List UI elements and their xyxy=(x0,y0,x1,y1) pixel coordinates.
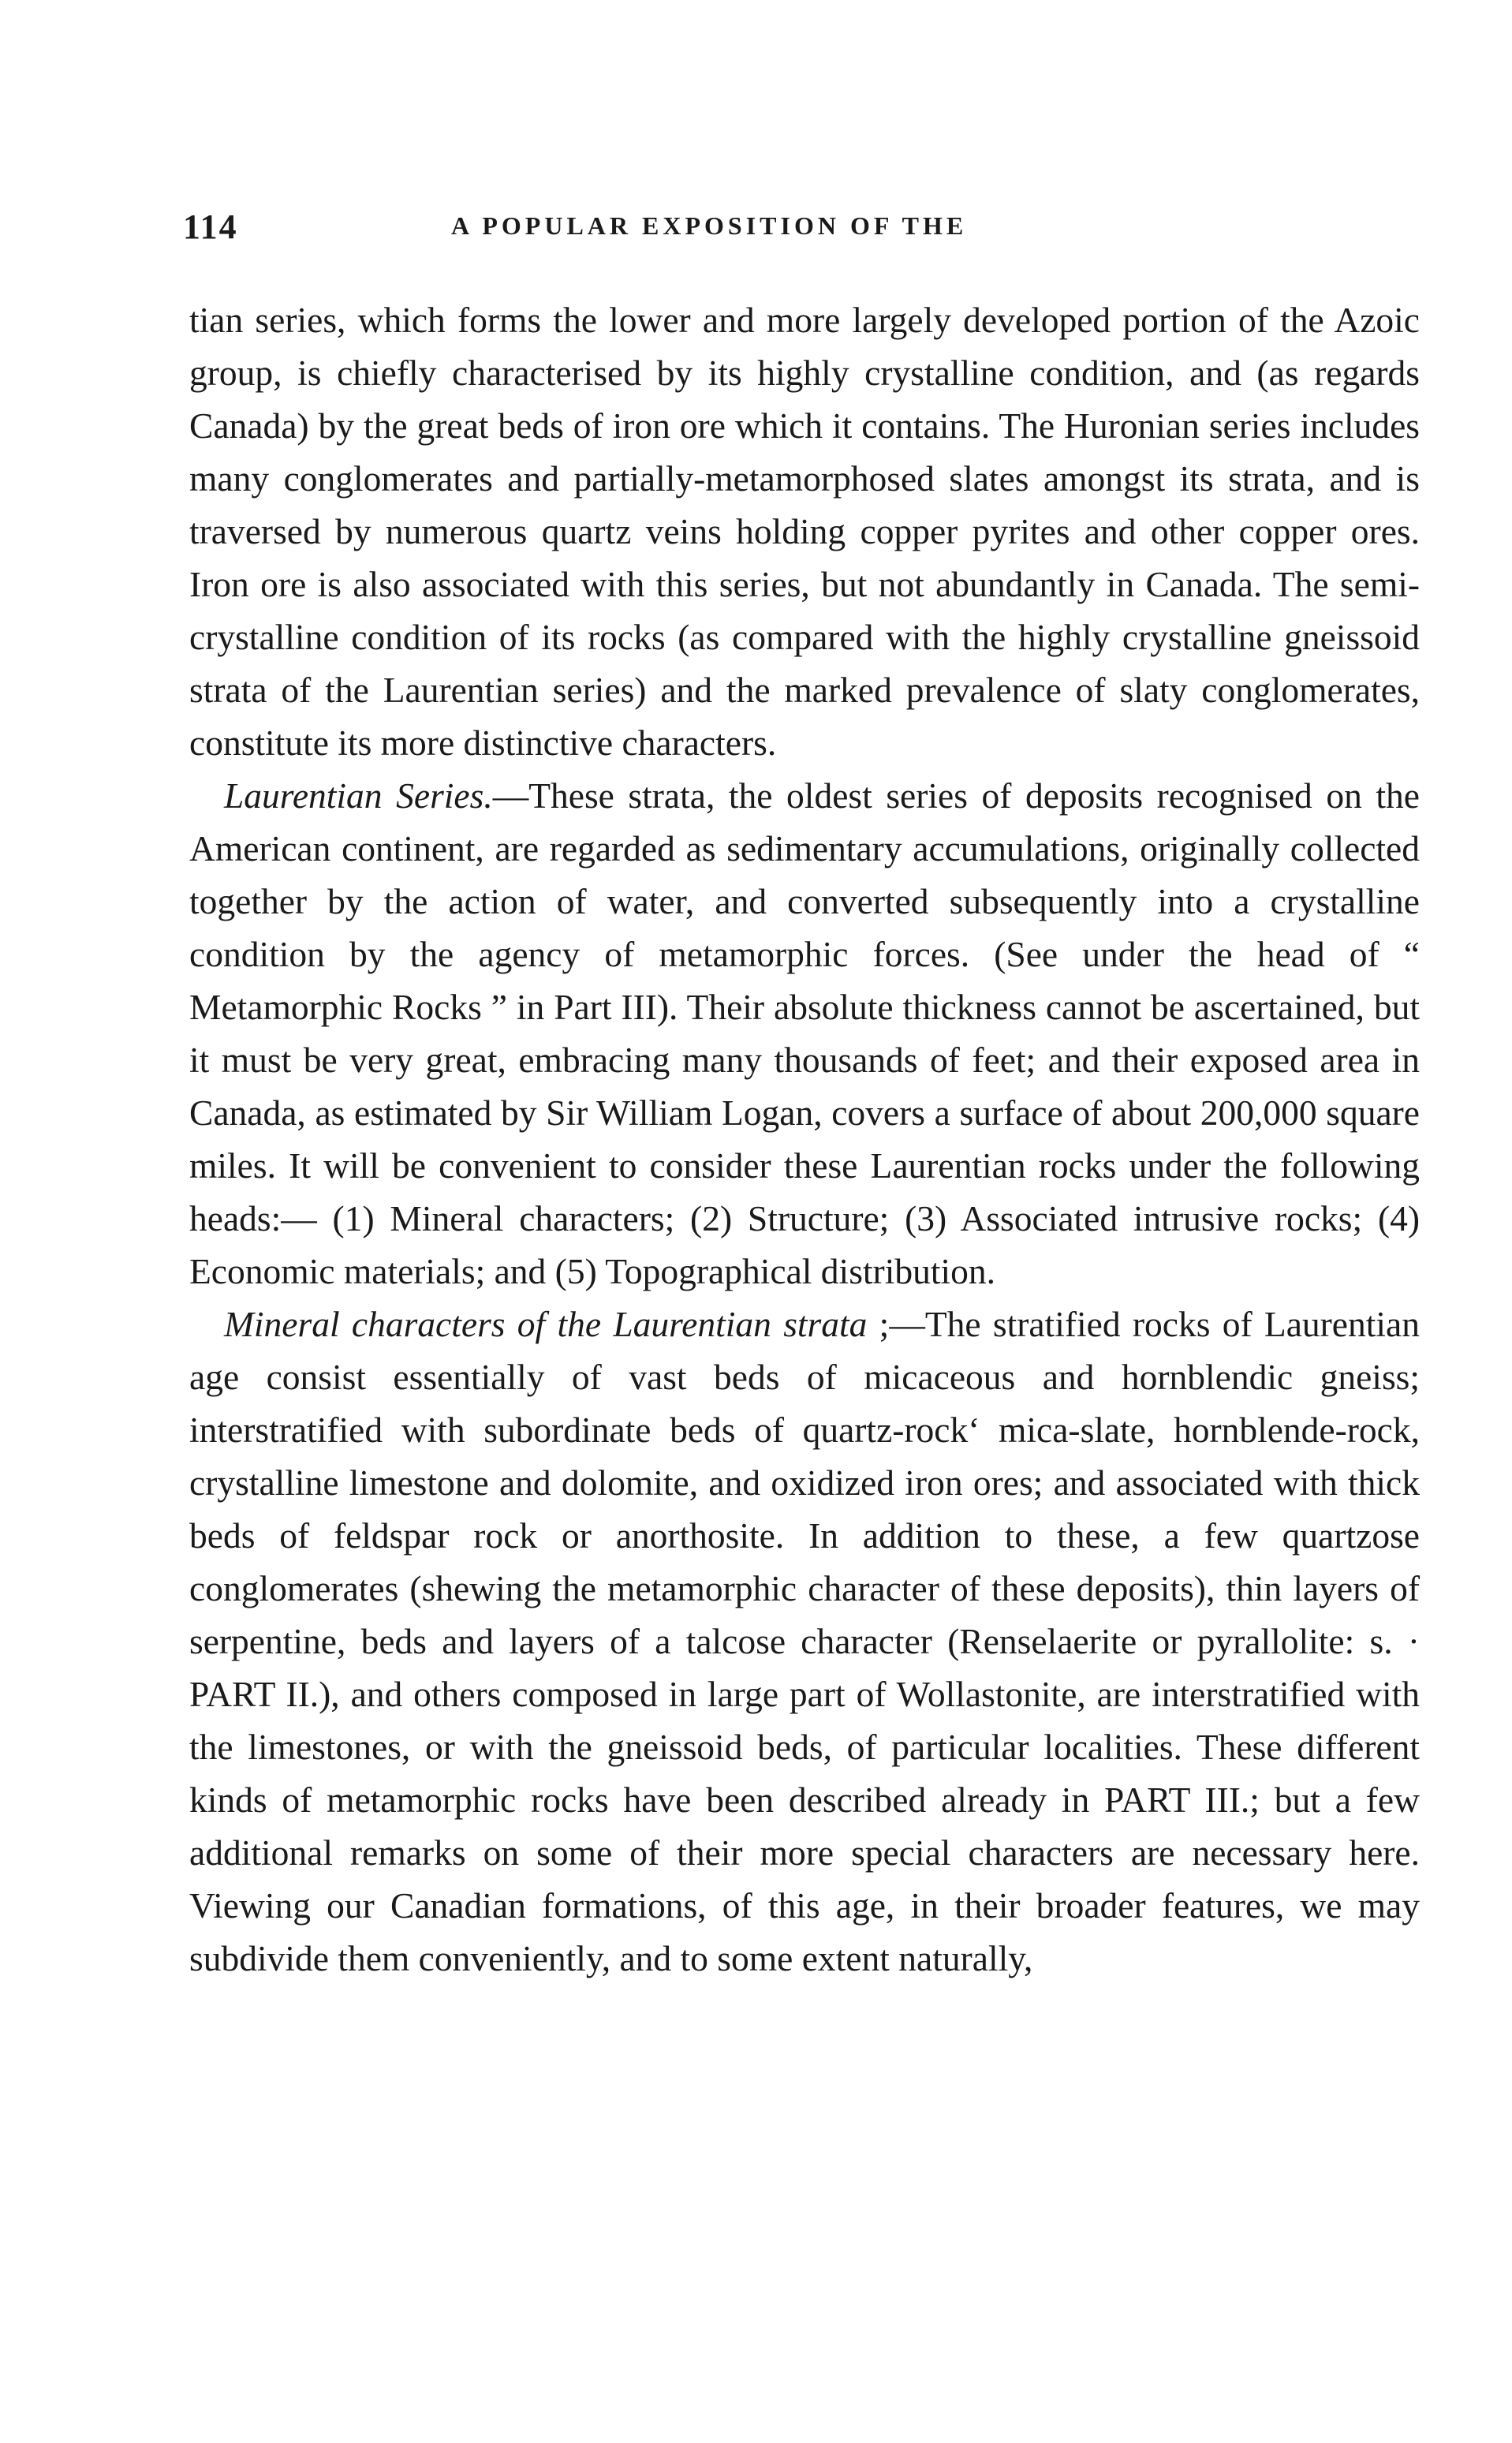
paragraph-laurentian-series xyxy=(189,769,1420,1298)
body-text xyxy=(189,293,1420,1985)
section-lead-in: Mineral characters of the Laurentian strata xyxy=(224,1304,868,1344)
paragraph-text: ;—The stratified rocks of Laurentian age consist essentially of vast beds of micaceous and hornblendic gneiss; interstratified with subordinate beds of quartz-rock‘ mica-slate, hornblende-rock, crystalline limestone and dolomite, and oxidized iron ores; and associated with thick beds of feldspar rock or anorthosite. In addition to these, a few quartzose conglomerates (shewing the metamorphic character of these deposits), thin layers of serpentine, beds and layers of a talcose character (Renselaerite or pyrallolite: s. · PART II.), and others composed in large part of Wollastonite, are interstratified with the limestones, or with the gneissoid beds, of particular localities. These different kinds of metamorphic rocks have been described already in PART III.; but a few additional remarks on some of their more special characters are necessary here. Viewing our Canadian formations, of this age, in their broader features, we may subdivide them conveniently, and to some extent naturally, xyxy=(189,1304,1420,1978)
paragraph-mineral-characters xyxy=(189,1298,1420,1985)
paragraph-text: tian series, which forms the lower and more largely developed portion of the Azoic group, is chiefly characterised by its highly crystalline condition, and (as regards Canada) by the great beds of iron ore which it contains. The Huronian series includes many conglomerates and partially-metamorphosed slates amongst its strata, and is traversed by numerous quartz veins holding copper pyrites and other copper ores. Iron ore is also associated with this series, but not abundantly in Canada. The semi-crystalline condition of its rocks (as compared with the highly crystalline gneissoid strata of the Laurentian series) and the marked prevalence of slaty conglomerates, constitute its more distinctive characters. xyxy=(189,300,1420,763)
running-title: A POPULAR EXPOSITION OF THE xyxy=(451,211,968,240)
paragraph-continuation xyxy=(189,293,1420,769)
section-lead-in: Laurentian Series. xyxy=(224,775,493,816)
running-head xyxy=(183,207,1425,254)
paragraph-text: —These strata, the oldest series of deposits recognised on the American continent, are regarded as sedimentary accumulations, originally collected together by the action of water, and converted subsequently into a crystalline condition by the agency of metamorphic forces. (See under the head of “ Metamorphic Rocks ” in Part III). Their absolute thickness cannot be ascertained, but it must be very great, embracing many thousands of feet; and their exposed area in Canada, as estimated by Sir William Logan, covers a surface of about 200,000 square miles. It will be convenient to consider these Laurentian rocks under the following heads:— (1) Mineral characters; (2) Structure; (3) Associated intrusive rocks; (4) Economic materials; and (5) Topographical distribution. xyxy=(189,775,1420,1291)
page-number: 114 xyxy=(183,207,238,246)
